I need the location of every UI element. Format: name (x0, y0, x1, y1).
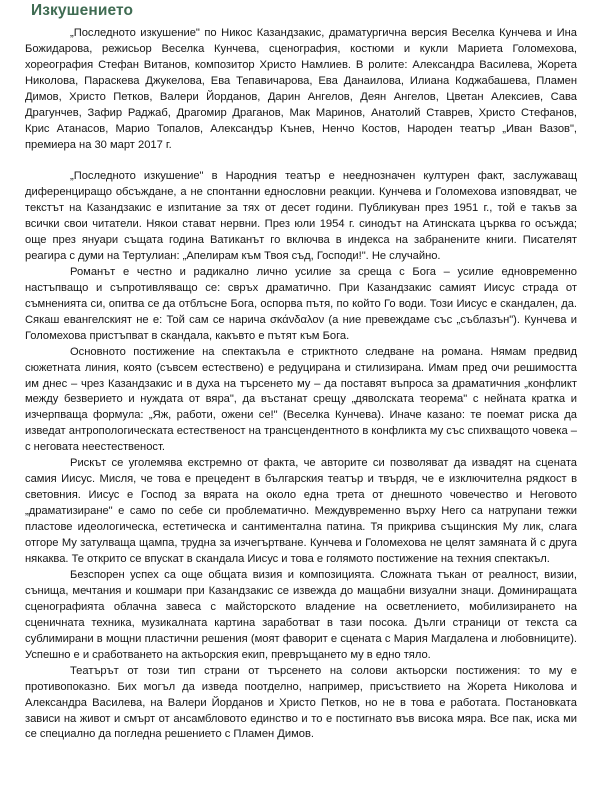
paragraph-credits: „Последното изкушение" по Никос Казандзакис, драматургична версия Веселка Кунчева и Ина Божидарова, режисьор Веселка Кунчева, сценография, костюми и кукли Мариета Голомехова, хореография Стефан Витанов, композитор Христо Намлиев. В ролите: Александра Василева, Жорета Николова, Параскева Джукелова, Ева Тепавичарова, Ева Данаилова, Илиана Коджабашева, Пламен Димов, Христо Петков, Валери Йорданов, Дарин Ангелов, Деян Ангелов, Цветан Алексиев, Сава Драгунчев, Зафир Раджаб, Драгомир Драганов, Мак Маринов, Анатолий Ставрев, Христо Стефанов, Крис Атанасов, Марио Топалов, Александър Кънев, Ненчо Костов, Народен театър „Иван Вазов", премиера на 30 март 2017 г. (25, 27, 577, 151)
paragraph-1: „Последното изкушение" в Народния театър е нееднозначен културен факт, заслужаващ диференциращо обсъждане, а не спонтанни еднословни реакции. Кунчева и Голомехова изповядват, че текстът на Казандзакис е изпитание за тях от десет години. Публикуван през 1951 г., той е такъв за всички свои читатели. Някои стават нервни. През юли 1954 г. синодът на Атинската църква го осъжда; още през януари същата година Ватиканът го включва в индекса на забранените книги. Писателят реагира с думи на Тертулиан: „Апелирам към Твоя съд, Господи!". Не случайно. (25, 170, 577, 262)
paragraph-4: Рискът се уголемява екстремно от факта, че авторите си позволяват да извадят на сцената самия Иисус. Мисля, че това е прецедент в българския театър и твърдя, че е изключителна рядкост в световния. Иисус е Господ за вярата на около една трета от днешното човечество и Неговото „драматизиране" е само по себе си проблематично. Междувременно върху Него са натрупани тежки пластове идеологическа, естетическа и сантиментална патина. Тя прикрива същинския Му лик, слага отгоре Му затулваща щампа, трудна за изчегъртване. Кунчева и Голомехова не целят замяната й с друга някаква. Те открито се впускат в скандала Иисус и това е голямото постижение на техния спектакъл. (25, 457, 577, 565)
paragraph-6: Театърът от този тип страни от търсенето на солови актьорски постижения: то му е противопоказно. Бих могъл да изведа поотделно, например, присъствието на Жорета Николова и Александра Василева, на Валери Йорданов и Христо Петков, но не в това е работата. Постановката зависи на живот и смърт от ансамбловото единство и то е постигнато във висока мяра. Все пак, иска ми се специално да погледна решението с Пламен Димов. (25, 664, 577, 741)
page-title: Изкушението (31, 2, 134, 19)
paragraph-2: Романът е честно и радикално лично усилие за среща с Бога – усилие едновременно настъпващо и съпротивляващо се: свръх драматично. При Казандзакис самият Иисус страда от съмненията си, опитва се да отблъсне Бога, оспорва пътя, по който Го води. Този Иисус е скандален, да. Сякаш евангелският не е: Той сам се нарича σκάνδαλον (а ние превеждаме със „съблазън"). Кунчева и Голомехова пристъпват в скандала, какъвто е пътят към Бога. (25, 265, 577, 342)
paragraph-3: Основното постижение на спектакъла е стриктното следване на романа. Нямам предвид сюжетната линия, която (съвсем естествено) е редуцирана и стилизирана. Имам пред очи решимостта им днес – чрез Казандзакис и в духа на търсенето му – да поставят въпроса за драматичния „конфликт между безверието и нуждата от вяра", да въстанат срещу „дяволската теорема" с нейната кратка и изчерпваща формула: „Яж, работи, ожени се!" (Веселка Кунчева). Иначе казано: те поемат риска да изведат антропологическата естественост на трансцендентното в конфликта му със спихващото човека – с неговата неестественост. (25, 345, 577, 454)
paragraph-5: Безспорен успех са още общата визия и композицията. Сложната тъкан от реалност, визии, сънища, мечтания и кошмари при Казандзакис се извежда до мащабни визуални знаци. Доминиращата сценографията облачна завеса с майсторското владение на осветлението, мобилизирането на сценичната техника, музикалната картина заработват в тази посока. Дълги страници от текста са сублимирани в мощни пластични решения (моят фаворит е сцената с Мария Магдалена и любовниците). Успешно е и сработването на актьорския екип, превръщането му в едно тяло. (25, 568, 577, 661)
article-body (25, 26, 577, 743)
